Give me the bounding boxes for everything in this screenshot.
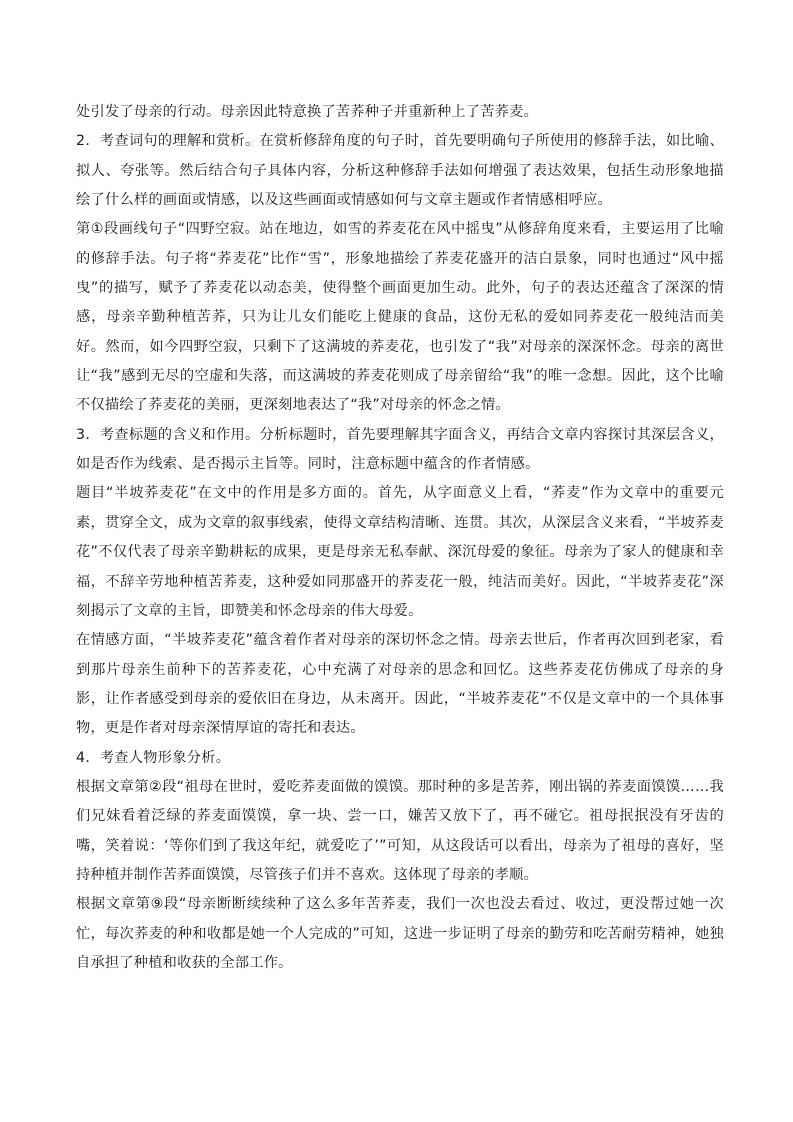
paragraph-character-diligent: 根据文章第⑨段“母亲断断续续种了这么多年苦荞麦，我们一次也没去看过、收过，更没帮过她一次忙，每次荞麦的种和收都是她一个人完成的”可知，这进一步证明了母亲的勤劳和吃苦耐劳精神，她独自承担了种植和收获的全部工作。 — [76, 896, 724, 971]
paragraph-title-emotion: 在情感方面，“半坡荞麦花”蕴含着作者对母亲的深切怀念之情。母亲去世后，作者再次回到老家，看到那片母亲生前种下的苦荞麦花，心中充满了对母亲的思念和回忆。这些荞麦花仿佛成了母亲的身影，让作者感受到母亲的爱依旧在身边，从未离开。因此，“半坡荞麦花”不仅是文章中的一个具体事物，更是作者对母亲深情厚谊的寄托和表达。 — [76, 632, 724, 737]
paragraph-continuation: 处引发了母亲的行动。母亲因此特意换了苦荞种子并重新种上了苦荞麦。 — [76, 104, 539, 120]
paragraph-title-function: 题目“半坡荞麦花”在文中的作用是多方面的。首先，从字面意义上看，“荞麦”作为文章中的重要元素，贯穿全文，成为文章的叙事线索，使得文章结构清晰、连贯。其次，从深层含义来看，“半坡荞麦花”不仅代表了母亲辛勤耕耘的成果，更是母亲无私奉献、深沉母爱的象征。母亲为了家人的健康和幸福，不辞辛劳地种植苦荞麦，这种爱如同那盛开的荞麦花一般，纯洁而美好。因此，“半坡荞麦花”深刻揭示了文章的主旨，即赞美和怀念母亲的伟大母爱。 — [76, 485, 724, 619]
paragraph-point-4: 4．考查人物形象分析。 — [76, 749, 231, 766]
paragraph-rhetoric-analysis: 第①段画线句子“四野空寂。站在地边，如雪的荞麦花在风中摇曳”从修辞角度来看，主要运用了比喻的修辞手法。句子将“荞麦花”比作“雪”，形象地描绘了荞麦花盛开的洁白景象，同时也通过“风中摇曳”的描写，赋予了荞麦花以动态美，使得整个画面更加生动。此外，句子的表达还蕴含了深深的情感，母亲辛勤种植苦荞，只为让儿女们能吃上健康的食品，这份无私的爱如同荞麦花一般纯洁而美好。然而，如今四野空寂，只剩下了这满坡的荞麦花，也引发了“我”对母亲的深深怀念。母亲的离世让“我”感到无尽的空虚和失落，而这满坡的荞麦花则成了母亲留给“我”的唯一念想。因此，这个比喻不仅描绘了荞麦花的美丽，更深刻地表达了“我”对母亲的怀念之情。 — [76, 221, 724, 414]
paragraph-point-2: 2．考查词句的理解和赏析。在赏析修辞角度的句子时，首先要明确句子所使用的修辞手法，如比喻、拟人、夸张等。然后结合句子具体内容，分析这种修辞手法如何增强了表达效果，包括生动形象地描绘了什么样的画面或情感，以及这些画面或情感如何与文章主题或作者情感相呼应。 — [76, 133, 724, 209]
answer-explanation-text — [76, 98, 724, 978]
paragraph-point-3: 3．考查标题的含义和作用。分析标题时，首先要理解其字面含义，再结合文章内容探讨其深层含义，如是否作为线索、是否揭示主旨等。同时，注意标题中蕴含的作者情感。 — [76, 426, 724, 473]
paragraph-character-filial: 根据文章第②段“祖母在世时，爱吃荞麦面做的馍馍。那时种的多是苦荞，刚出锅的荞麦面馍馍……我们兄妹看着泛绿的荞麦面馍馍，拿一块、尝一口，嫌苦又放下了，再不碰它。祖母抿抿没有牙齿的嘴，笑着说：‘等你们到了我这年纪，就爱吃了’”可知，从这段话可以看出，母亲为了祖母的喜好，坚持种植并制作苦荞面馍馍，尽管孩子们并不喜欢。这体现了母亲的孝顺。 — [76, 778, 724, 883]
